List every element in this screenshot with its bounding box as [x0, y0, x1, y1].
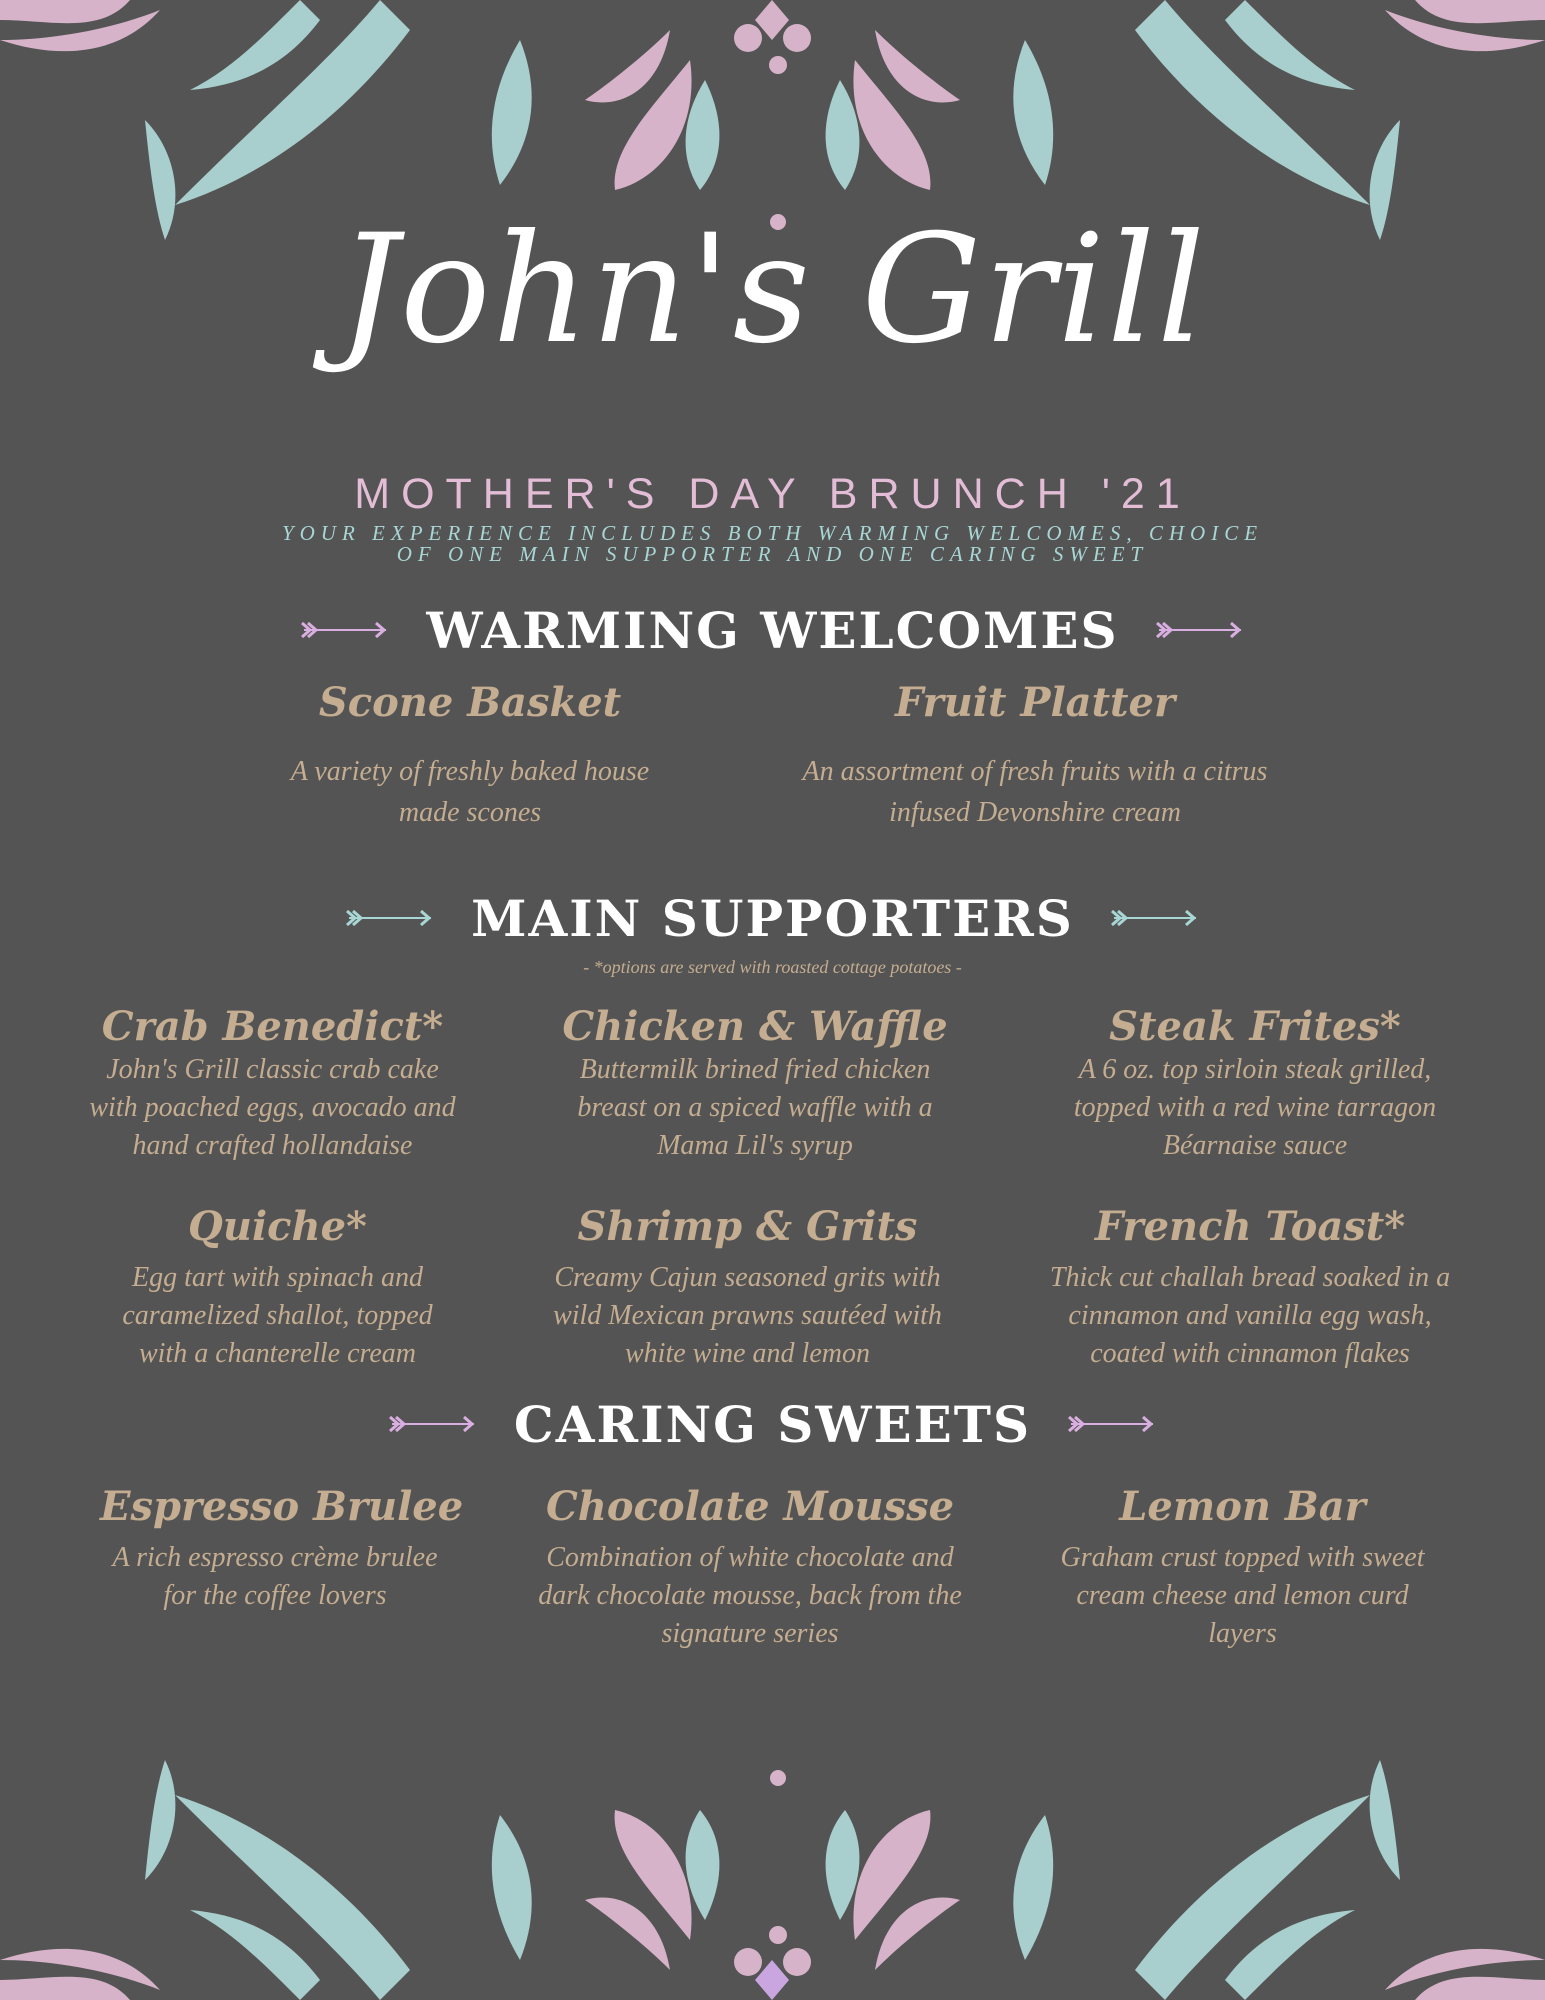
arrow-ornament-icon — [386, 1412, 480, 1436]
section-title: CARING SWEETS — [513, 1394, 1032, 1454]
restaurant-title: John's Grill — [338, 203, 1207, 377]
item-name: French Toast* — [1094, 1203, 1406, 1250]
section-heading-sweets — [0, 1394, 1545, 1454]
item-name: Scone Basket — [318, 679, 622, 726]
item-description: A variety of freshly baked house made scones — [290, 756, 650, 828]
item-description: Creamy Cajun seasoned grits with wild Mexican prawns sautéed with white wine and lemon — [553, 1262, 942, 1369]
item-description: Graham crust topped with sweet cream cheese and lemon curd layers — [1060, 1542, 1425, 1649]
item-name: Lemon Bar — [1119, 1483, 1366, 1530]
menu-item — [785, 679, 1285, 833]
item-name: Quiche* — [188, 1203, 367, 1250]
menu-tagline: YOUR EXPERIENCE INCLUDES BOTH WARMING WELCOMES, CHOICE OF ONE MAIN SUPPORTER AND ONE CARING SWEET — [281, 521, 1264, 566]
arrow-ornament-icon — [1153, 618, 1247, 642]
item-name: Chicken & Waffle — [562, 1003, 948, 1050]
item-description: Buttermilk brined fried chicken breast on a spiced waffle with a Mama Lil's syrup — [577, 1054, 933, 1161]
arrow-ornament-icon — [343, 906, 437, 930]
arrow-ornament-icon — [298, 618, 392, 642]
item-name: Steak Frites* — [1109, 1003, 1401, 1050]
item-description: An assortment of fresh fruits with a citrus infused Devonshire cream — [802, 756, 1268, 828]
section-title: MAIN SUPPORTERS — [471, 888, 1074, 948]
section-title: WARMING WELCOMES — [426, 600, 1119, 660]
item-name: Crab Benedict* — [101, 1003, 444, 1050]
arrow-ornament-icon — [1108, 906, 1202, 930]
item-name: Espresso Brulee — [100, 1483, 464, 1530]
menu-item — [100, 1483, 464, 1615]
menu-item — [540, 1203, 955, 1373]
menu-subtitle: MOTHER'S DAY BRUNCH '21 — [354, 470, 1191, 518]
menu-item — [1035, 1203, 1465, 1373]
menu-item — [555, 1003, 955, 1165]
item-description: John's Grill classic crab cake with poached eggs, avocado and hand crafted hollandaise — [89, 1054, 456, 1161]
menu-item — [1060, 1483, 1425, 1653]
section-heading-mains — [0, 888, 1545, 948]
section-heading-welcomes — [0, 600, 1545, 660]
item-description: Egg tart with spinach and caramelized shallot, topped with a chanterelle cream — [122, 1262, 433, 1369]
menu-item — [530, 1483, 970, 1653]
item-name: Chocolate Mousse — [545, 1483, 955, 1530]
menu-item — [85, 1003, 460, 1165]
item-name: Shrimp & Grits — [577, 1203, 918, 1250]
item-description: Thick cut challah bread soaked in a cinnamon and vanilla egg wash, coated with cinnamon flakes — [1049, 1262, 1451, 1369]
item-name: Fruit Platter — [894, 679, 1176, 726]
item-description: A 6 oz. top sirloin steak grilled, topped with a red wine tarragon Béarnaise sauce — [1073, 1054, 1437, 1161]
section-note: - *options are served with roasted cottage potatoes - — [583, 957, 962, 977]
menu-item — [270, 679, 670, 833]
arrow-ornament-icon — [1065, 1412, 1159, 1436]
bottom-floral-ornament — [0, 1740, 1545, 2000]
menu-item — [1055, 1003, 1455, 1165]
menu-item — [100, 1203, 455, 1373]
item-description: A rich espresso crème brulee for the coffee lovers — [112, 1542, 438, 1611]
item-description: Combination of white chocolate and dark chocolate mousse, back from the signature series — [538, 1542, 962, 1649]
